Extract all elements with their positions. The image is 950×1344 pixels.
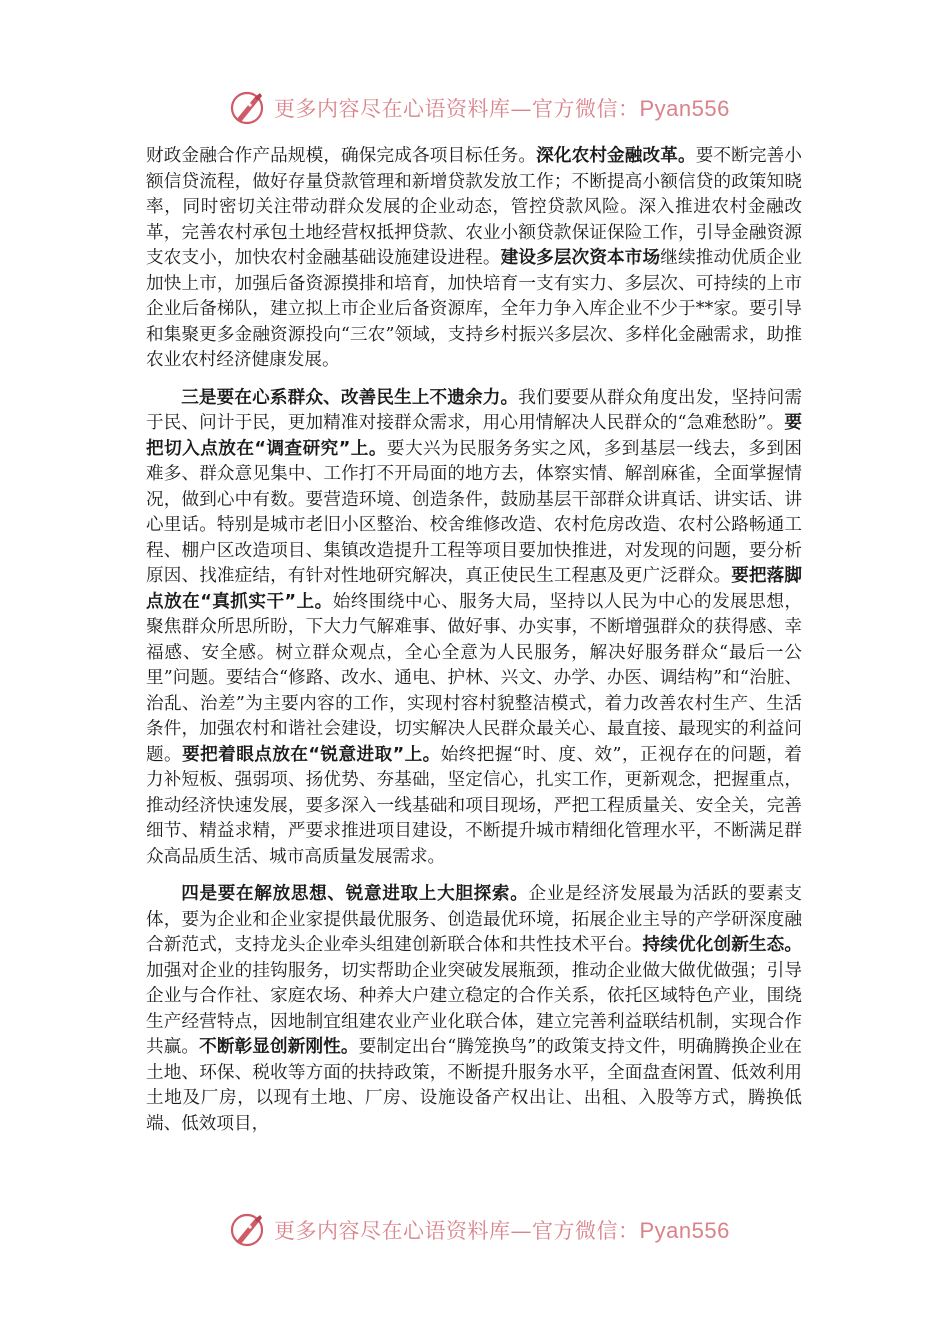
body-text: 要制定出台“腾笼换鸟”的政策支持文件，明确腾换企业在土地、环保、税收等方面的扶持政策，不断提升服务水平，全面盘查闲置、低效利用土地及厂房，以现有土地、厂房、设施设备产权出让、出租、入股等方式，腾换低端、低效项目， [146, 1037, 802, 1134]
paragraph [146, 386, 802, 871]
watermark-text: 更多内容尽在心语资料库—官方微信：Pyan556 [274, 96, 730, 121]
pen-nib-logo-icon [226, 87, 268, 129]
bold-heading-text: 深化农村金融改革。 [536, 146, 696, 166]
body-text: 我们要要从群众角度出发，坚持问需于民、问计于民，更加精准对接群众需求，用心用情解决人民群众的“急难愁盼”。 [146, 387, 802, 433]
watermark-header [226, 86, 746, 130]
pen-nib-logo-icon [226, 1209, 268, 1251]
body-text: 要大兴为民服务务实之风，多到基层一线去，多到困难多、群众意见集中、工作打不开局面的地方去，体察实情、解剖麻雀，全面掌握情况，做到心中有数。要营造环境、创造条件，鼓励基层干部群众讲真话、讲实话、讲心里话。特别是城市老旧小区整治、校舍维修改造、农村危房改造、农村公路畅通工程、棚户区改造项目、集镇改造提升工程等项目要加快推进，对发现的问题，要分析原因、找准症结，有针对性地研究解决，真正使民生工程惠及更广泛群众。 [146, 438, 802, 586]
body-text: 企业是经济发展最为活跃的要素支体，要为企业和企业家提供最优服务、创造最优环境，拓展企业主导的产学研深度融合新范式，支持龙头企业牵头组建创新联合体和共性技术平台。 [146, 884, 802, 955]
body-text: 始终围绕中心、服务大局，坚持以人民为中心的发展思想，聚焦群众所思所盼，下大力气解难事、做好事、办实事，不断增强群众的获得感、幸福感、安全感。树立群众观点，全心全意为人民服务，解决好服务群众“最后一公里”问题。要结合“修路、改水、通电、护林、兴文、办学、办医、调结构”和“治脏、治乱、治差”为主要内容的工作，实现村容村貌整洁模式，着力改善农村生产、生活条件，加强农村和谐社会建设，切实解决人民群众最关心、最直接、最现实的利益问题。 [146, 591, 802, 765]
watermark-footer [226, 1208, 746, 1252]
bold-heading-text: 要把落脚点放在“真抓实干”上。 [146, 566, 802, 612]
body-text: 要不断完善小额信贷流程，做好存量贷款管理和新增贷款发放工作；不断提高小额信贷的政策知晓率，同时密切关注带动群众发展的企业动态，管控贷款风险。深入推进农村金融改革，完善农村承包土地经营权抵押贷款、农业小额贷款保证保险工作，引导金融资源支农支小，加快农村金融基础设施建设进程。 [146, 146, 802, 268]
bold-heading-text: 不断彰显创新刚性。 [199, 1037, 359, 1057]
document-body [146, 144, 802, 1137]
body-text: 财政金融合作产品规模，确保完成各项目标任务。 [146, 146, 537, 166]
bold-heading-text: 要把着眼点放在“锐意进取”上。 [182, 744, 441, 765]
paragraph [146, 144, 802, 374]
bold-heading-text: 建设多层次资本市场 [500, 248, 661, 268]
body-text: 继续推动优质企业加快上市，加强后备资源摸排和培育，加快培育一支有实力、多层次、可持续的上市企业后备梯队，建立拟上市企业后备资源库，全年力争入库企业不少于**家。要引导和集聚更多金融资源投向“三农”领域，支持乡村振兴多层次、多样化金融需求，助推农业农村经济健康发展。 [146, 248, 802, 370]
body-text: 始终把握“时、度、效”，正视存在的问题，着力补短板、强弱项、扬优势、夯基础，坚定信心，扎实工作，更新观念，把握重点，推动经济快速发展，要多深入一线基础和项目现场，严把工程质量关、安全关，完善细节、精益求精，严要求推进项目建设，不断提升城市精细化管理水平，不断满足群众高品质生活、城市高质量发展需求。 [146, 744, 802, 867]
bold-heading-text: 四是要在解放思想、锐意进取上大胆探索。 [181, 884, 529, 904]
watermark-text: 更多内容尽在心语资料库—官方微信：Pyan556 [274, 1218, 730, 1243]
bold-heading-text: 三是要在心系群众、改善民生上不遗余力。 [181, 387, 519, 408]
bold-heading-text: 持续优化创新生态。 [642, 935, 802, 955]
body-text: 加强对企业的挂钩服务，切实帮助企业突破发展瓶颈，推动企业做大做优做强；引导企业与合作社、家庭农场、种养大户建立稳定的合作关系，依托区域特色产业，围绕生产经营特点，因地制宜组建农业产业化联合体，建立完善利益联结机制，实现合作共赢。 [146, 960, 802, 1057]
bold-heading-text: 要把切入点放在“调查研究”上。 [146, 413, 802, 459]
paragraph [146, 882, 802, 1137]
